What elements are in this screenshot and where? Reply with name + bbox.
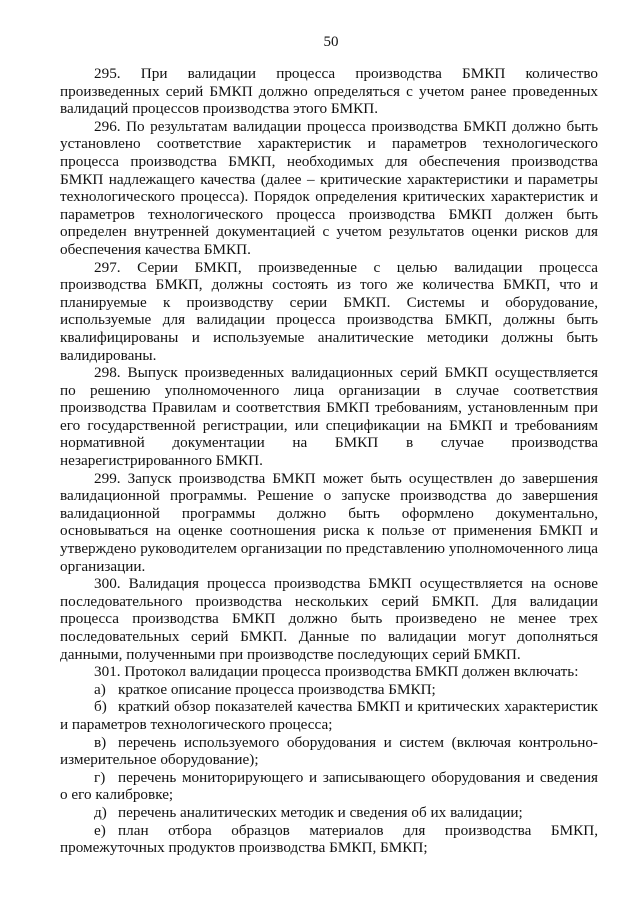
list-item-text: краткий обзор показателей качества БМКП и критических характеристик и параметров технологического процесса; [60,698,598,733]
paragraph-297: 297. Серии БМКП, произведенные с целью валидации процесса производства БМКП, должны состоять из того же количества БМКП, что и планируемые к производству серии БМКП. Системы и оборудование, используемые для валидации процесса производства БМКП, должны быть квалифицированы и используемые аналитические методики должны быть валидированы. [60,258,598,364]
list-item [60,804,598,822]
list-item-marker: г) [94,768,106,786]
paragraph-300: 300. Валидация процесса производства БМКП осуществляется на основе последовательного производства нескольких серий БМКП. Для валидации процесса производства БМКП должно быть произведено не менее трех последовательных серий БМКП. Данные по валидации могут дополняться данными, полученными при производстве последующих серий БМКП. [60,575,598,663]
paragraph-298: 298. Выпуск произведенных валидационных серий БМКП осуществляется по решению уполномоченного лица организации в случае соответствия производства Правилам и соответствия БМКП требованиям, установленным при его государственной регистрации, или спецификации на БМКП и требованиям нормативной документации на БМКП в случае производства незарегистрированного БМКП. [60,364,598,470]
list-item [60,734,598,769]
list-item-marker: б) [94,698,107,716]
list-item [60,681,598,699]
page-number: 50 [323,34,339,50]
list-item [60,698,598,733]
paragraph-296: 296. По результатам валидации процесса производства БМКП должно быть установлено соответствие характеристик и параметров технологического процесса производства БМКП, необходимых для обеспечения производства БМКП надлежащего качества (далее – критические характеристики и параметры технологического процесса). Порядок определения критических характеристик и параметров технологического процесса производства БМКП должен быть определен внутренней документацией с учетом результатов оценки рисков для обеспечения качества БМКП. [60,117,598,258]
paragraph-299: 299. Запуск производства БМКП может быть осуществлен до завершения валидационной программы. Решение о запуске производства до завершения валидационной программы должно быть оформлено документально, основываться на оценке соотношения риска к пользе от применения БМКП и утверждено руководителем организации по представлению уполномоченного лица организации. [60,469,598,575]
list-item-text: перечень мониторирующего и записывающего оборудования и сведения о его калибровке; [60,768,598,804]
list-item-marker: е) [94,821,106,839]
list-item-text: краткое описание процесса производства БМКП; [118,680,436,698]
paragraph-301: 301. Протокол валидации процесса производства БМКП должен включать: [94,663,579,681]
list-item-marker: в) [94,733,107,751]
list-item-text: план отбора образцов материалов для производства БМКП, промежуточных продуктов производства БМКП, БМКП; [60,821,598,857]
list-item [60,769,598,804]
list-item-text: перечень аналитических методик и сведения об их валидации; [118,803,523,821]
list-item-marker: д) [94,803,107,821]
list-item-text: перечень используемого оборудования и систем (включая контрольно-измерительное оборудование); [60,733,598,769]
list-item [60,822,598,857]
paragraph-295: 295. При валидации процесса производства БМКП количество произведенных серий БМКП должно определяться с учетом ранее проведенных валидаций процессов производства этого БМКП. [60,65,598,118]
list-item-marker: а) [94,680,106,698]
